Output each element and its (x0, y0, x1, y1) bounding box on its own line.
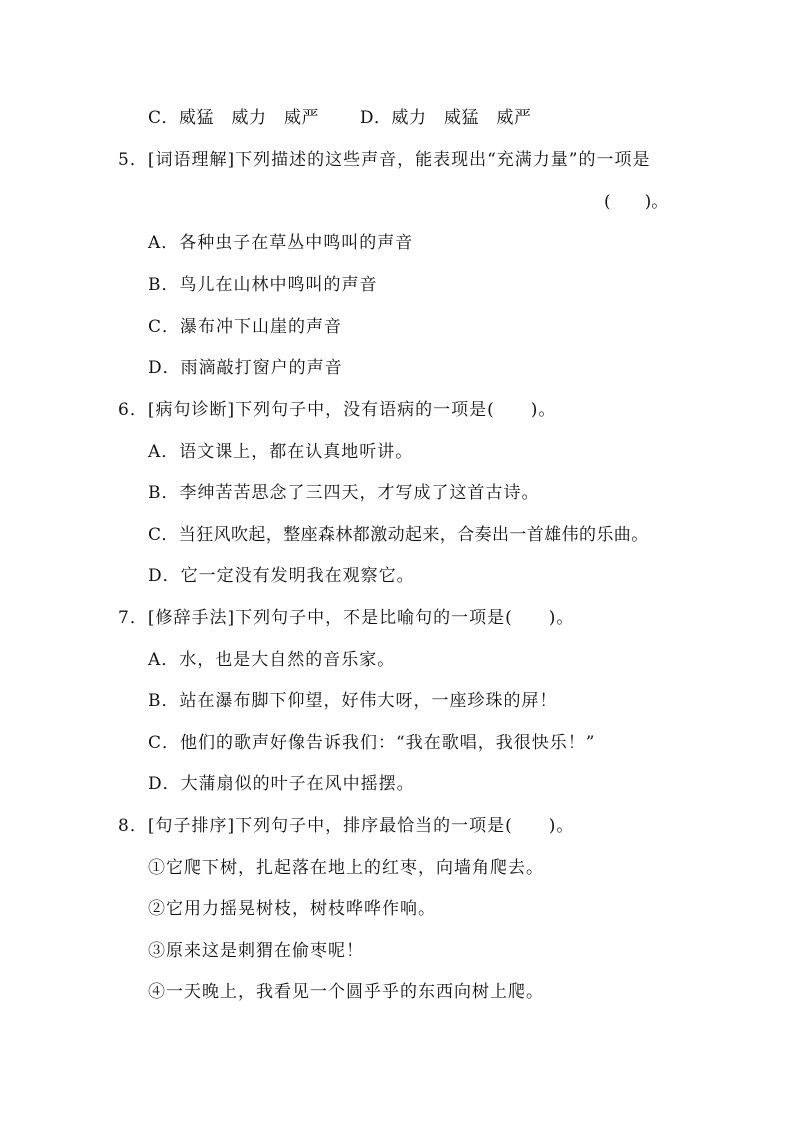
q5-option-c: C．瀑布冲下山崖的声音 (148, 317, 343, 337)
q6-option-a: A．语文课上，都在认真地听讲。 (148, 442, 414, 462)
q5-answer-blank: ( )。 (604, 192, 669, 212)
q5-option-d: D．雨滴敲打窗户的声音 (148, 358, 343, 378)
q5-option-b: B．鸟儿在山林中鸣叫的声音 (148, 275, 378, 295)
q6-option-c: C．当狂风吹起，整座森林都激动起来，合奏出一首雄伟的乐曲。 (148, 525, 649, 545)
q6-stem: 6．[病句诊断]下列句子中，没有语病的一项是( )。 (118, 400, 557, 420)
q7-option-b: B．站在瀑布脚下仰望，好伟大呀，一座珍珠的屏！ (148, 691, 558, 711)
q6-option-b: B．李绅苦苦思念了三四天，才写成了这首古诗。 (148, 483, 540, 503)
q8-stem: 8．[句子排序]下列句子中，排序最恰当的一项是( )。 (118, 816, 575, 836)
q8-sentence-4: ④一天晚上，我看见一个圆乎乎的东西向树上爬。 (148, 982, 544, 1002)
q7-stem: 7．[修辞手法]下列句子中，不是比喻句的一项是( )。 (118, 608, 575, 628)
q8-sentence-1: ①它爬下树，扎起落在地上的红枣，向墙角爬去。 (148, 858, 544, 878)
q4-options-c-d: C．威猛 威力 威严 D．威力 威猛 威严 (148, 108, 532, 128)
q6-option-d: D．它一定没有发明我在观察它。 (148, 566, 415, 586)
q8-sentence-2: ②它用力摇晃树枝，树枝哗哗作响。 (148, 899, 436, 919)
q5-stem: 5．[词语理解]下列描述的这些声音，能表现出“充满力量”的一项是 (118, 150, 651, 170)
q5-option-a: A．各种虫子在草丛中鸣叫的声音 (148, 233, 414, 253)
q8-sentence-3: ③原来这是刺猬在偷枣呢！ (148, 941, 364, 961)
q7-option-a: A．水，也是大自然的音乐家。 (148, 650, 396, 670)
q7-option-d: D．大蒲扇似的叶子在风中摇摆。 (148, 774, 415, 794)
q7-option-c: C．他们的歌声好像告诉我们：“我在歌唱，我很快乐！” (148, 733, 596, 753)
